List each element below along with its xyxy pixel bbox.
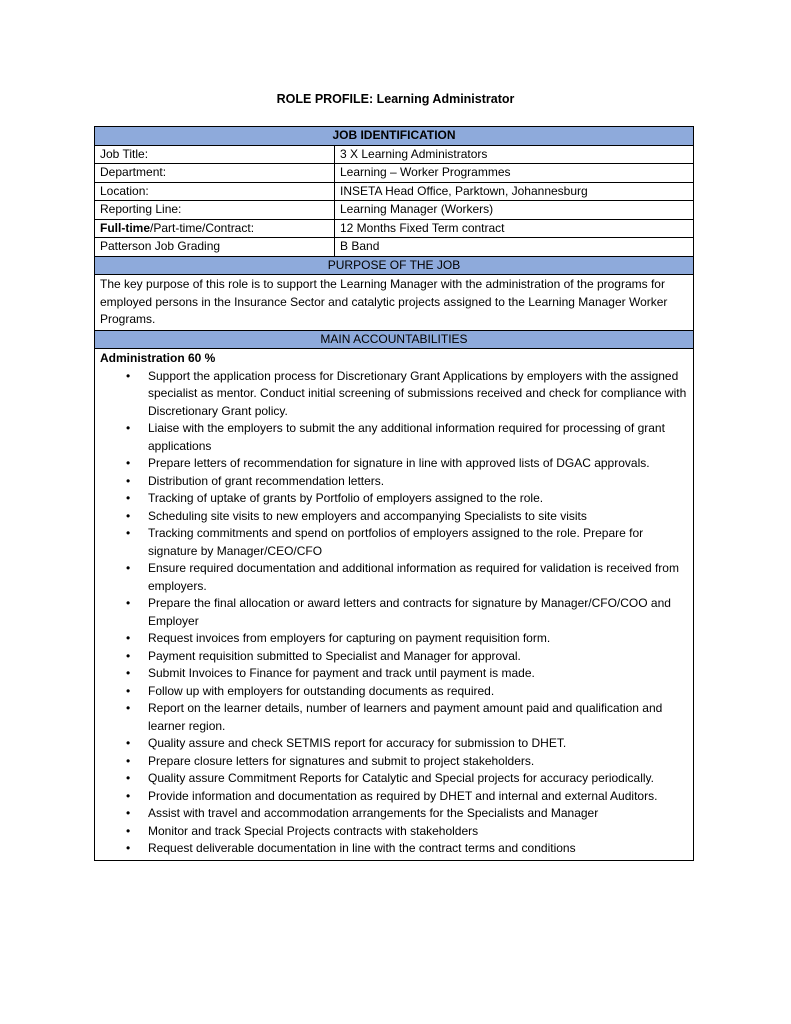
list-item: • Monitor and track Special Projects contracts with stakeholders [148,823,688,841]
reporting-line-label: Reporting Line: [95,201,335,220]
list-item: • Ensure required documentation and additional information as required for validation is received from employers. [148,560,688,595]
list-item: • Quality assure Commitment Reports for Catalytic and Special projects for accuracy periodically. [148,770,688,788]
list-item: • Request deliverable documentation in line with the contract terms and conditions [148,840,688,858]
list-item: • Scheduling site visits to new employers and accompanying Specialists to site visits [148,508,688,526]
list-item: • Provide information and documentation as required by DHET and internal and external Auditors. [148,788,688,806]
location-label: Location: [95,182,335,201]
job-identification-header: JOB IDENTIFICATION [95,127,694,146]
list-item: • Prepare the final allocation or award letters and contracts for signature by Manager/CFO/COO and Employer [148,595,688,630]
department-value: Learning – Worker Programmes [335,164,694,183]
list-item: • Submit Invoices to Finance for payment and track until payment is made. [148,665,688,683]
job-grading-value: B Band [335,238,694,257]
administration-subheading: Administration 60 % [100,351,216,365]
department-label: Department: [95,164,335,183]
list-item: • Quality assure and check SETMIS report for accuracy for submission to DHET. [148,735,688,753]
accountabilities-header: MAIN ACCOUNTABILITIES [95,330,694,349]
list-item: • Liaise with the employers to submit the any additional information required for processing of grant applications [148,420,688,455]
list-item: • Support the application process for Discretionary Grant Applications by employers with the assigned specialist as mentor. Conduct initial screening of submissions received and check for compliance with Discretionary Grant policy. [148,368,688,421]
list-item: • Tracking commitments and spend on portfolios of employers assigned to the role. Prepare for signature by Manager/CEO/CFO [148,525,688,560]
list-item: • Payment requisition submitted to Specialist and Manager for approval. [148,648,688,666]
employment-type-label [95,219,335,238]
employment-type-label-bold: Full-time [100,220,150,235]
table-row [95,164,694,183]
role-profile-table [94,126,694,861]
job-title-value: 3 X Learning Administrators [335,145,694,164]
document-title: ROLE PROFILE: Learning Administrator [276,92,515,106]
accountabilities-list [100,368,688,858]
reporting-line-value: Learning Manager (Workers) [335,201,694,220]
list-item: • Prepare closure letters for signatures and submit to project stakeholders. [148,753,688,771]
location-value: INSETA Head Office, Parktown, Johannesburg [335,182,694,201]
list-item: • Distribution of grant recommendation letters. [148,473,688,491]
job-title-label: Job Title: [95,145,335,164]
table-row [95,201,694,220]
list-item: • Report on the learner details, number of learners and payment amount paid and qualification and learner region. [148,700,688,735]
list-item: • Request invoices from employers for capturing on payment requisition form. [148,630,688,648]
table-row [95,219,694,238]
table-row [95,145,694,164]
list-item: • Prepare letters of recommendation for signature in line with approved lists of DGAC approvals. [148,455,688,473]
job-grading-label: Patterson Job Grading [95,238,335,257]
purpose-header: PURPOSE OF THE JOB [95,256,694,275]
list-item: • Assist with travel and accommodation arrangements for the Specialists and Manager [148,805,688,823]
employment-type-label-rest: /Part-time/Contract: [150,220,255,235]
purpose-text: The key purpose of this role is to support the Learning Manager with the administration of the programs for employed persons in the Insurance Sector and catalytic projects assigned to the Learning Manager Worker Programs. [95,275,694,331]
table-row [95,182,694,201]
table-row [95,238,694,257]
accountabilities-cell [95,349,694,861]
list-item: • Tracking of uptake of grants by Portfolio of employers assigned to the role. [148,490,688,508]
employment-type-value: 12 Months Fixed Term contract [335,219,694,238]
list-item: • Follow up with employers for outstanding documents as required. [148,683,688,701]
